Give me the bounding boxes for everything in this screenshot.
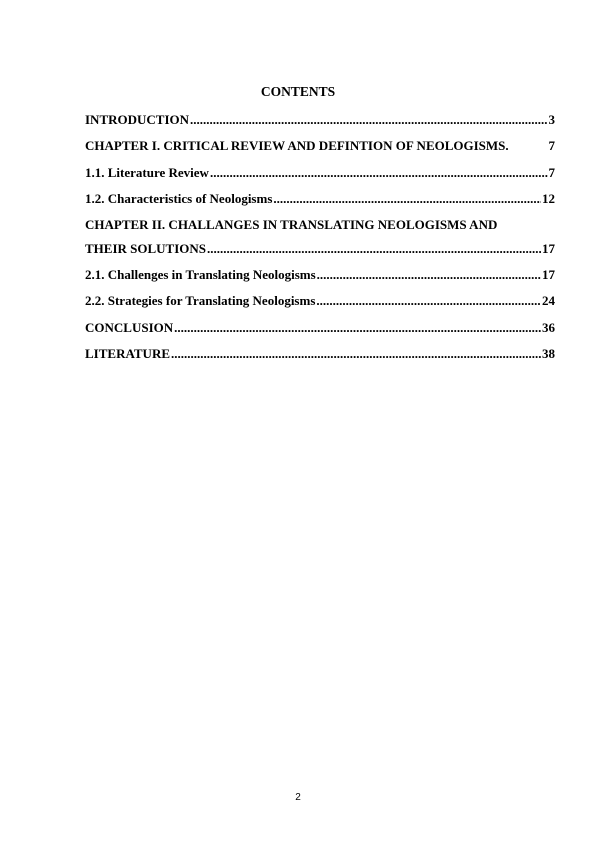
toc-entry-page: 24	[542, 293, 555, 309]
toc-entry-2-1[interactable]	[85, 262, 555, 288]
toc-entry-label: 1.1. Literature Review	[85, 164, 209, 180]
toc-leader-dots	[316, 288, 541, 314]
toc-leader-dots	[171, 341, 541, 367]
toc-entry-label: THEIR SOLUTIONS	[85, 240, 207, 256]
toc-leader-dots	[273, 186, 541, 212]
toc-entry-label: 2.2. Strategies for Translating Neologisms	[85, 293, 316, 309]
toc-entry-label: 1.2. Characteristics of Neologisms	[85, 191, 273, 207]
toc-entry-label: CONCLUSION	[85, 319, 174, 335]
toc-entry-label: 2.1. Challenges in Translating Neologisms	[85, 266, 316, 282]
toc-entry-literature[interactable]	[85, 341, 555, 367]
toc-entry-conclusion[interactable]	[85, 315, 555, 341]
toc-entry-page: 12	[542, 191, 555, 207]
contents-title: CONTENTS	[260, 84, 336, 99]
toc-entry-1-2[interactable]	[85, 186, 555, 212]
toc-entry-page: 17	[542, 266, 555, 282]
toc-leader-dots	[210, 160, 548, 186]
toc-entry-page: 38	[542, 346, 555, 362]
toc-entry-introduction[interactable]	[85, 107, 555, 133]
toc-entry-1-1[interactable]	[85, 160, 555, 186]
toc-entry-page: 7	[548, 164, 555, 180]
toc-leader-dots	[174, 315, 541, 341]
toc-entry-label: CHAPTER I. CRITICAL REVIEW AND DEFINTION OF NEOLOGISMS.	[85, 138, 509, 154]
toc-entry-2-2[interactable]	[85, 288, 555, 314]
toc-entry-page: 36	[542, 319, 555, 335]
table-of-contents	[85, 107, 555, 368]
toc-leader-dots	[190, 107, 547, 133]
toc-entry-label: INTRODUCTION	[85, 112, 190, 127]
toc-entry-label: LITERATURE	[85, 346, 171, 362]
toc-entry-chapter-2-line1[interactable]: CHAPTER II. CHALLANGES IN TRANSLATING NEOLOGISMS AND	[85, 216, 498, 232]
toc-entry-page: 3	[548, 112, 555, 127]
toc-entry-chapter-1[interactable]	[85, 133, 555, 159]
toc-leader-dots	[317, 262, 541, 288]
page-number: 2	[295, 792, 301, 803]
toc-leader-dots	[207, 236, 541, 262]
toc-entry-page: 17	[542, 240, 555, 256]
toc-entry-page: 7	[548, 138, 555, 154]
toc-entry-chapter-2[interactable]	[85, 236, 555, 262]
